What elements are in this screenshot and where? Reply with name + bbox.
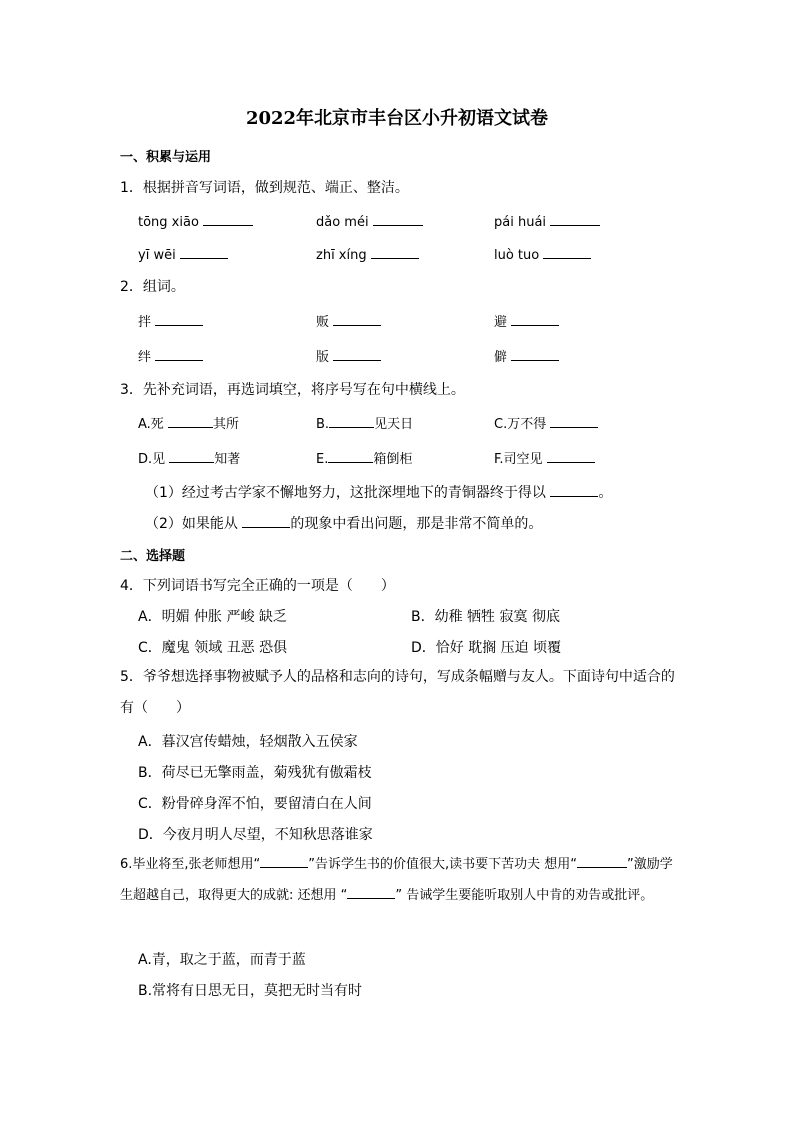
- word-item: 绊: [138, 346, 203, 365]
- answer-blank[interactable]: [155, 347, 203, 361]
- answer-blank[interactable]: [371, 245, 419, 259]
- word-item: 拌: [138, 311, 203, 330]
- idiom-row-1: [138, 413, 658, 433]
- answer-blank[interactable]: [180, 245, 228, 259]
- question-5-option-c[interactable]: C．粉骨碎身浑不怕，要留清白在人间: [138, 796, 372, 812]
- pinyin-item: zhī xíng: [316, 245, 419, 263]
- word-row-2: [138, 346, 658, 366]
- answer-blank[interactable]: [550, 212, 600, 226]
- answer-blank[interactable]: [169, 449, 214, 463]
- question-4-option-b[interactable]: B．幼稚 牺牲 寂寞 彻底: [411, 609, 560, 625]
- pinyin-item: yī wēi: [138, 245, 228, 263]
- answer-blank[interactable]: [577, 854, 627, 868]
- answer-blank[interactable]: [260, 854, 308, 868]
- idiom-option: E. 箱倒柜: [316, 448, 412, 467]
- question-1-stem: 1．根据拼音写词语，做到规范、端正、整洁。: [120, 180, 409, 196]
- question-5-option-a[interactable]: A．暮汉宫传蜡烛，轻烟散入五侯家: [138, 734, 358, 750]
- answer-blank[interactable]: [333, 312, 381, 326]
- question-4-option-c[interactable]: C．魔鬼 领域 丑恶 恐俱: [138, 640, 288, 656]
- answer-blank[interactable]: [333, 347, 381, 361]
- pinyin-item: luò tuo: [494, 245, 591, 263]
- answer-blank[interactable]: [550, 414, 598, 428]
- pinyin-item: dǎo méi: [316, 212, 423, 230]
- question-6-option-b[interactable]: B.常将有日思无日，莫把无时当有时: [138, 983, 363, 999]
- answer-blank[interactable]: [543, 245, 591, 259]
- answer-blank[interactable]: [168, 414, 213, 428]
- word-item: 贩: [316, 311, 381, 330]
- idiom-option: F.司空见: [494, 448, 595, 467]
- question-4-option-a[interactable]: A．明媚 仲胀 严峻 缺乏: [138, 609, 287, 625]
- pinyin-row-2: [138, 245, 658, 265]
- question-3-sentence-1: （1）经过考古学家不懈地努力，这批深埋地下的青铜器终于得以 。: [145, 485, 613, 501]
- answer-blank[interactable]: [511, 347, 559, 361]
- pinyin-item: pái huái: [494, 212, 600, 230]
- answer-blank[interactable]: [203, 212, 253, 226]
- question-6-stem: 6.毕业将至,张老师想用“ ”告诉学生书的价值很大,读书要下苦功夫 想用“ ”激励学生超越自己，取得更大的成就: 还想用 “ ” 告诫学生要能听取别人中肯的劝告或批评。: [120, 849, 680, 911]
- answer-blank[interactable]: [347, 885, 395, 899]
- word-item: 避: [494, 311, 559, 330]
- answer-blank[interactable]: [328, 449, 373, 463]
- question-3-stem: 3．先补充词语，再选词填空，将序号写在句中横线上。: [120, 382, 465, 398]
- question-2-stem: 2．组词。: [120, 279, 185, 295]
- answer-blank[interactable]: [242, 514, 290, 528]
- answer-blank[interactable]: [550, 483, 598, 497]
- answer-blank[interactable]: [373, 212, 423, 226]
- word-item: 版: [316, 346, 381, 365]
- question-4-stem: 4．下列词语书写完全正确的一项是（ ）: [120, 578, 395, 594]
- pinyin-row-1: [138, 212, 658, 232]
- answer-blank[interactable]: [511, 312, 559, 326]
- answer-blank[interactable]: [329, 414, 374, 428]
- answer-blank[interactable]: [155, 312, 203, 326]
- idiom-option: B. 见天日: [316, 413, 413, 432]
- question-5-option-d[interactable]: D．今夜月明人尽望，不知秋思落谁家: [138, 827, 373, 843]
- question-5-stem: 5．爷爷想选择事物被赋予人的品格和志向的诗句，写成条幅赠与友人。下面诗句中适合的有（ ）: [120, 669, 675, 716]
- word-row-1: [138, 311, 658, 331]
- idiom-row-2: [138, 448, 658, 468]
- answer-blank[interactable]: [547, 449, 595, 463]
- question-4-option-d[interactable]: D．恰好 耽搁 压迫 顷覆: [411, 640, 562, 656]
- question-3-sentence-2: （2）如果能从 的现象中看出问题，那是非常不简单的。: [145, 516, 543, 532]
- word-item: 僻: [494, 346, 559, 365]
- question-5-option-b[interactable]: B．荷尽已无擎雨盖，菊残犹有傲霜枝: [138, 765, 372, 781]
- page-title: 2022年北京市丰台区小升初语文试卷: [245, 108, 549, 129]
- pinyin-item: tōng xiāo: [138, 212, 253, 230]
- idiom-option: D.见 知著: [138, 448, 240, 467]
- idiom-option: A.死 其所: [138, 413, 239, 432]
- question-6-option-a[interactable]: A.青，取之于蓝，而青于蓝: [138, 952, 306, 968]
- section-heading-1: 一、积累与运用: [120, 150, 212, 165]
- section-heading-2: 二、选择题: [120, 549, 186, 564]
- idiom-option: C.万不得: [494, 413, 598, 432]
